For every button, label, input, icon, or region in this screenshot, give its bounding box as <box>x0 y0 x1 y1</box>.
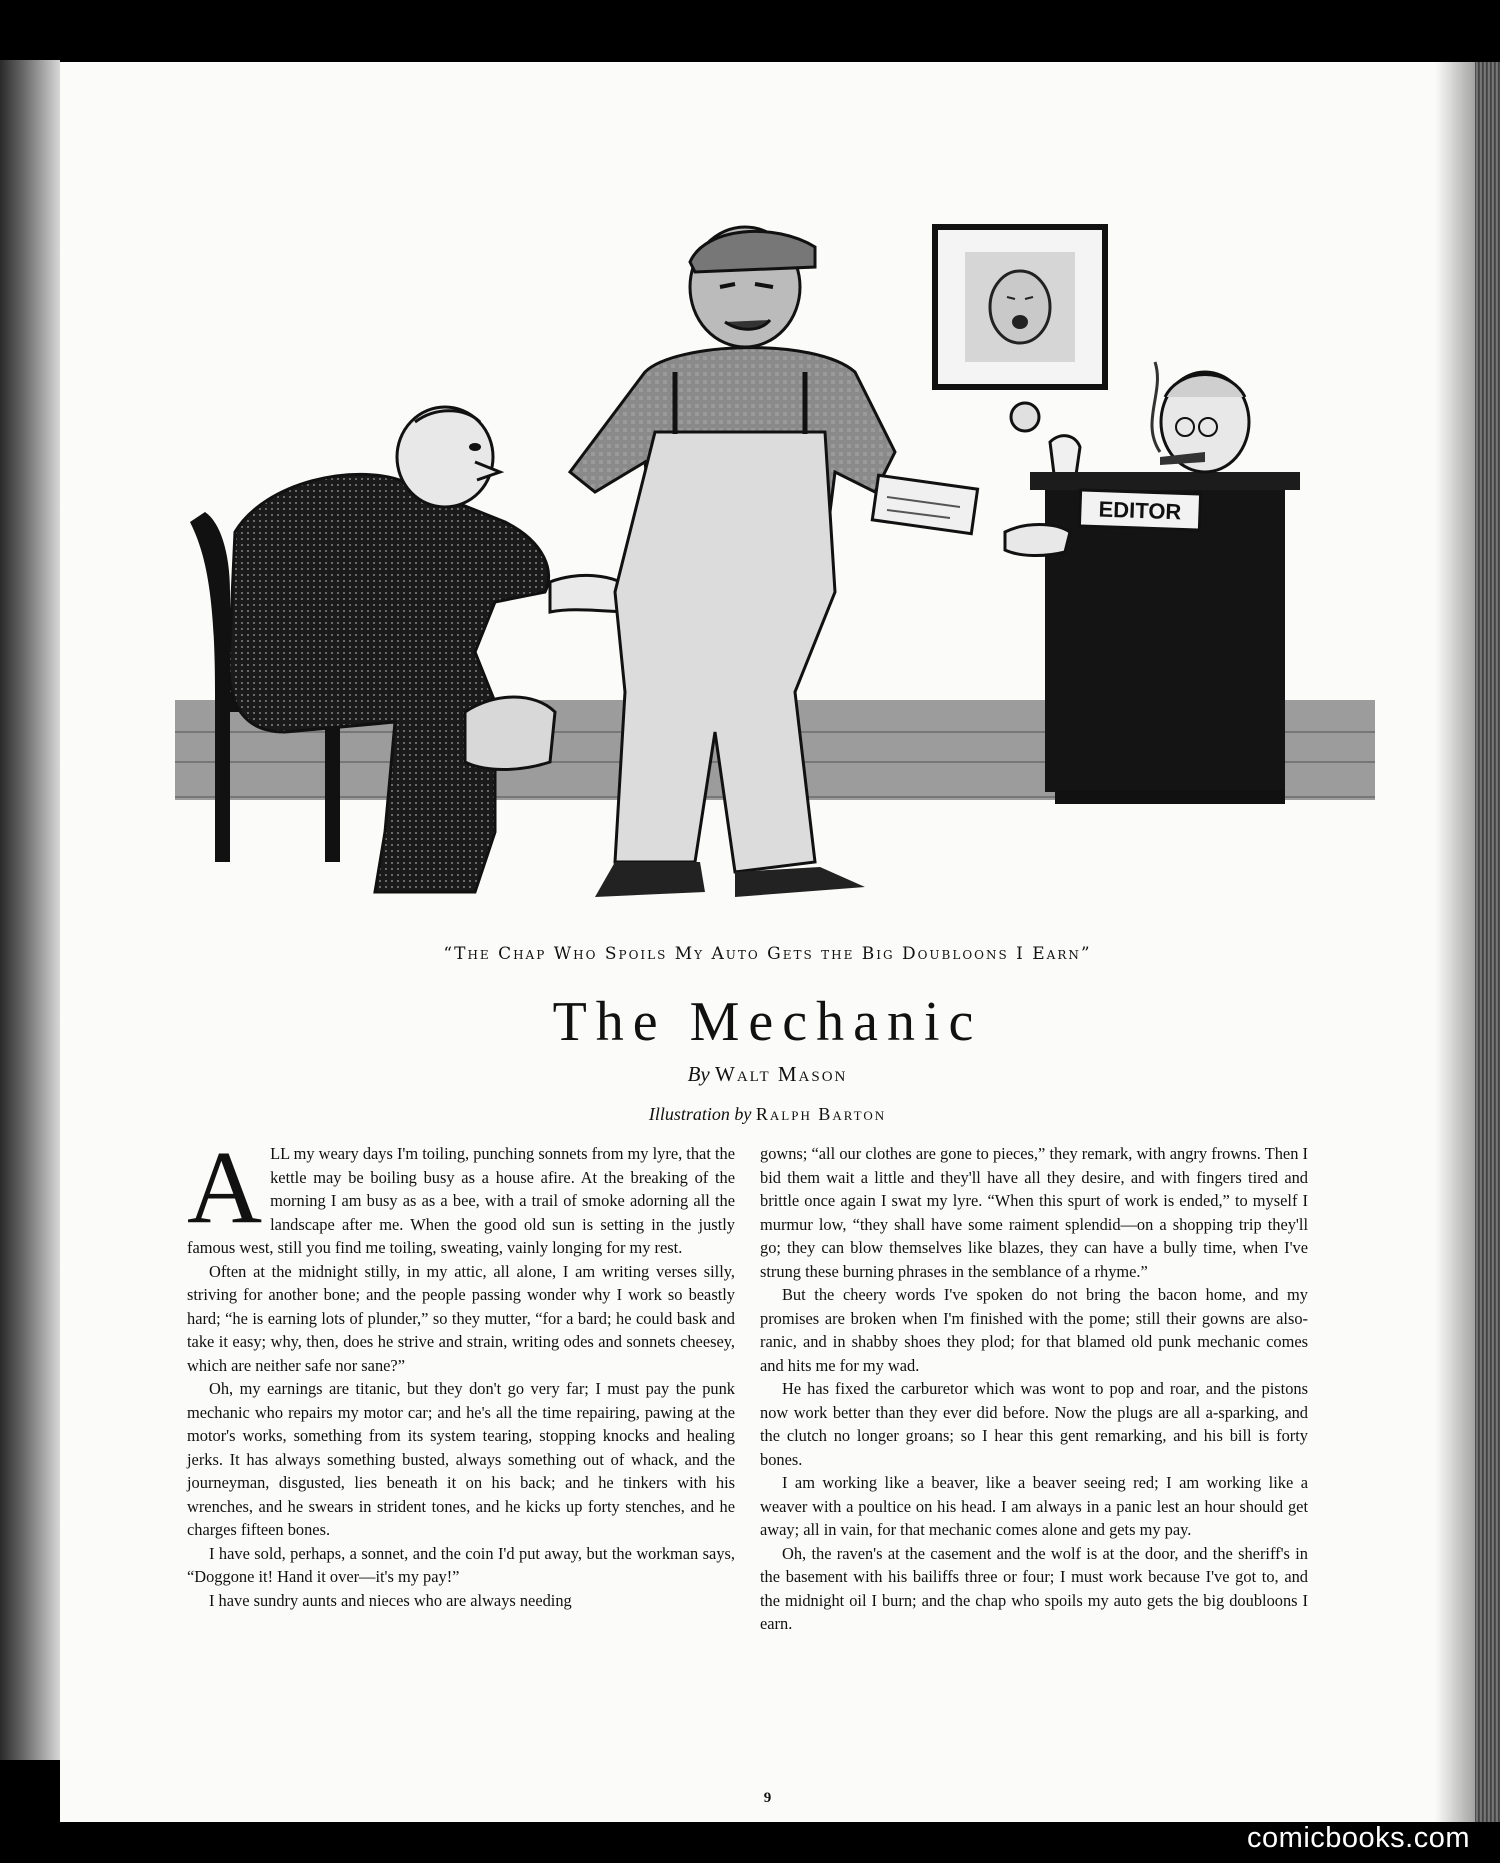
paragraph: I have sold, perhaps, a sonnet, and the coin I'd put away, but the workman says, “Doggone it! Hand it over—it's my pay!” <box>187 1543 735 1586</box>
paragraph: But the cheery words I've spoken do not bring the bacon home, and my promises are broken when I'm finished with the pome; still their gowns are also-ranic, and in shabby shoes they plod; for that blamed old punk mechanic comes and hits me for my wad. <box>760 1285 1308 1375</box>
article-title: The Mechanic <box>552 991 983 1053</box>
mechanic-shoe-right <box>735 867 865 897</box>
page-stack-edge <box>1475 62 1500 1822</box>
old-man-body <box>229 474 549 892</box>
paragraph: gowns; “all our clothes are gone to pieces,” they remark, with angry frowns. Then I bid them wait a little and they'll have all they desire, and with fingers tired and brittle once again I swat my lyre. “When this spurt of work is ended,” to myself I murmur low, “they shall have some raiment splendid—on a shopping trip they'll go; they can blow themselves like blazes, they can have a bully time, when I've strung these burning phrases in the semblance of a rhyme.” <box>760 1144 1308 1281</box>
paragraph <box>187 1130 735 1260</box>
illustration-credit-label: Illustration by <box>648 1104 752 1124</box>
flower <box>1011 403 1039 431</box>
byline-by: By <box>687 1062 710 1086</box>
text-column-left <box>187 1130 735 1612</box>
overalls <box>615 432 835 872</box>
magazine-page <box>60 62 1475 1822</box>
hat <box>465 697 555 770</box>
flat-cap <box>690 231 815 272</box>
page-gutter-shadow <box>1435 62 1475 1822</box>
paragraph: He has fixed the carburetor which was wont to pop and roar, and the pistons now work better than they ever did before. Now the plugs are all a-sparking, and the clutch no longer groans; so I hear this gent remarking, and his bill is forty bones. <box>760 1379 1308 1469</box>
paragraph: Oh, the raven's at the casement and the wolf is at the door, and the sheriff's in the basement with his bailiffs three or four; I must work because I've got to, and the midnight oil I burn; and the chap who spoils my auto gets the big doubloons I earn. <box>760 1543 1308 1633</box>
mechanic-shoe-left <box>595 862 705 897</box>
illustration-credit <box>60 1104 1475 1125</box>
paycheck <box>872 475 977 533</box>
illustrator-name: Ralph Barton <box>755 1104 887 1124</box>
paragraph: Often at the midnight stilly, in my attic, all alone, I am writing verses silly, striving for another bone; and the people passing wonder why I work so beastly hard; “he is earning lots of plunder,” so they mutter, “for a bard; he could bask and take it easy; why, then, does he strive and strain, writing odes and sonnets cheesey, which are neither safe nor sane?” <box>187 1261 735 1375</box>
drop-cap: A <box>187 1130 263 1245</box>
desk-sign-label: EDITOR <box>1098 496 1182 525</box>
paragraph: I have sundry aunts and nieces who are always needing <box>209 1590 572 1610</box>
page-number: 9 <box>763 1790 772 1806</box>
site-watermark: comicbooks.com <box>1247 1822 1470 1854</box>
mechanic-illustration <box>175 172 1375 942</box>
illustration-caption: “The Chap Who Spoils My Auto Gets the Big Doubloons I Earn” <box>443 944 1092 964</box>
text-column-right <box>760 1142 1308 1636</box>
facing-page-edge <box>0 60 60 1760</box>
author-name: Walt Mason <box>715 1062 848 1086</box>
byline <box>60 1062 1475 1087</box>
paragraph: Oh, my earnings are titanic, but they don't go very far; I must pay the punk mechanic who repairs my motor car; and he's all the time repairing, pawing at the motor's works, something from its system tearing, stopping knocks and healing jerks. It has always something busted, always something out of whack, and the journeyman, disgusted, lies beneath it on his back; and he tinkers with his wrenches, and he swears in strident tones, and he kicks up forty stenches, and he charges fifteen bones. <box>187 1379 735 1539</box>
paragraph: I am working like a beaver, like a beaver seeing red; I am working like a weaver with a poultice on his head. I am always in a panic lest an hour should get away; all in vain, for that mechanic comes alone and gets my pay. <box>760 1473 1308 1539</box>
paragraph-text: LL my weary days I'm toiling, punching sonnets from my lyre, that the kettle may be boiling busy as a house afire. At the breaking of the morning I am busy as as a bee, with a trail of smoke adorning all the landscape after me. When the good old sun is setting in the justly famous west, still you find me toiling, sweating, vainly longing for my rest. <box>187 1144 735 1257</box>
